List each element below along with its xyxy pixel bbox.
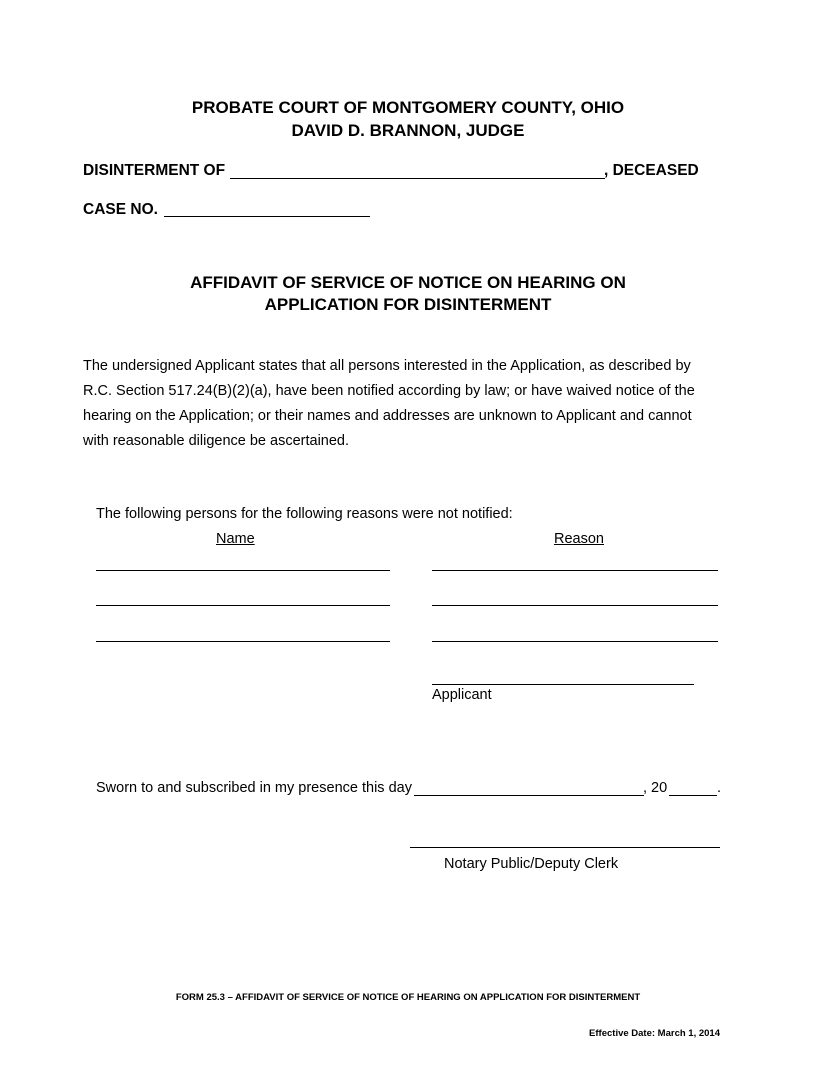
statement-line-3: hearing on the Application; or their names and addresses are unknown to Applicant and cannot bbox=[83, 408, 692, 424]
name-field-3[interactable] bbox=[96, 641, 390, 642]
statement-line-1: The undersigned Applicant states that all persons interested in the Application, as described by bbox=[83, 358, 691, 374]
effective-date: Effective Date: March 1, 2014 bbox=[589, 1028, 720, 1039]
notary-signature-field[interactable] bbox=[410, 847, 720, 848]
sworn-year-field[interactable] bbox=[669, 795, 717, 796]
court-name: PROBATE COURT OF MONTGOMERY COUNTY, OHIO bbox=[191, 98, 625, 117]
sworn-year-prefix: , 20 bbox=[643, 780, 668, 796]
affidavit-title-line2: APPLICATION FOR DISINTERMENT bbox=[264, 295, 552, 314]
reason-field-2[interactable] bbox=[432, 605, 718, 606]
deceased-label: , DECEASED bbox=[604, 162, 699, 179]
reason-field-3[interactable] bbox=[432, 641, 718, 642]
disinterment-label: DISINTERMENT OF bbox=[83, 162, 226, 179]
form-footer-title: FORM 25.3 – AFFIDAVIT OF SERVICE OF NOTICE OF HEARING ON APPLICATION FOR DISINTERMENT bbox=[175, 992, 641, 1003]
affidavit-title-line1: AFFIDAVIT OF SERVICE OF NOTICE ON HEARING ON bbox=[190, 273, 626, 292]
sworn-day-field[interactable] bbox=[414, 795, 644, 796]
statement-line-4: with reasonable diligence be ascertained. bbox=[83, 433, 350, 449]
name-field-2[interactable] bbox=[96, 605, 390, 606]
case-no-field[interactable] bbox=[164, 216, 370, 217]
not-notified-intro: The following persons for the following reasons were not notified: bbox=[96, 506, 513, 522]
applicant-label: Applicant bbox=[432, 687, 492, 703]
case-no-label: CASE NO. bbox=[83, 201, 158, 218]
statement-line-2: R.C. Section 517.24(B)(2)(a), have been notified according by law; or have waived notice of the bbox=[83, 383, 695, 399]
decedent-name-field[interactable] bbox=[230, 178, 605, 179]
name-column-header: Name bbox=[216, 531, 255, 547]
sworn-period: . bbox=[717, 780, 722, 796]
applicant-signature-field[interactable] bbox=[432, 684, 694, 685]
judge-name: DAVID D. BRANNON, JUDGE bbox=[291, 121, 525, 140]
name-field-1[interactable] bbox=[96, 570, 390, 571]
notary-label: Notary Public/Deputy Clerk bbox=[444, 856, 619, 872]
reason-field-1[interactable] bbox=[432, 570, 718, 571]
reason-column-header: Reason bbox=[554, 531, 604, 547]
sworn-text: Sworn to and subscribed in my presence this day bbox=[96, 780, 412, 796]
